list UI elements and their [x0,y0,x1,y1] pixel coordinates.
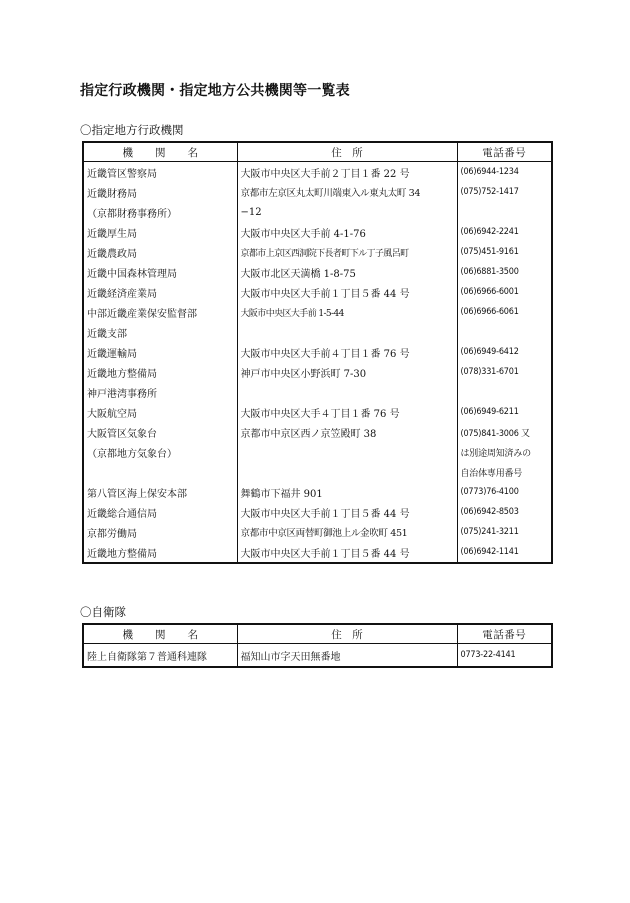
table-row [83,422,552,442]
section-heading-self-defense-forces: 〇自衛隊 [80,605,126,619]
agency-address: −12 [237,202,457,222]
agency-address: 京都市中京区西ノ京笠殿町 38 [237,422,457,442]
agency-address: 大阪市中央区大手前 4-1-76 [237,222,457,242]
table-row [83,542,552,563]
agency-address: 大阪市中央区大手前４丁目１番 76 号 [237,342,457,362]
table-row [83,402,552,422]
agency-address [237,322,457,342]
table-row [83,342,552,362]
agency-name: 近畿支部 [83,322,237,342]
column-header-address: 住 所 [237,624,457,644]
table-row [83,382,552,402]
table-row [83,162,552,183]
agency-phone: (078)331-6701 [457,362,552,382]
table-row [83,222,552,242]
agency-name: 近畿地方整備局 [83,362,237,382]
agency-phone [457,322,552,342]
column-header-name: 機関名 [83,624,237,644]
table-row [83,644,552,668]
table-row [83,462,552,482]
agency-phone: (075)752-1417 [457,182,552,202]
agency-phone: (06)6942-1141 [457,542,552,563]
agency-name: 第八管区海上保安本部 [83,482,237,502]
agency-name: 陸上自衛隊第７普通科連隊 [83,644,237,668]
page-title: 指定行政機関・指定地方公共機関等一覧表 [80,83,350,99]
agency-name: 近畿運輸局 [83,342,237,362]
table-header-row [83,142,552,162]
agency-name: 大阪航空局 [83,402,237,422]
agency-name: 近畿中国森林管理局 [83,262,237,282]
agency-name: 京都労働局 [83,522,237,542]
agency-address: 大阪市中央区大手前１丁目５番 44 号 [237,282,457,302]
table-row [83,182,552,202]
table-header-row [83,624,552,644]
agency-phone [457,382,552,402]
table-row [83,482,552,502]
agency-address: 舞鶴市下福井 901 [237,482,457,502]
agency-address [237,442,457,462]
agency-address: 大阪市中央区大手前１丁目５番 44 号 [237,502,457,522]
agency-phone: (06)6949-6211 [457,402,552,422]
column-header-phone: 電話番号 [457,142,552,162]
agency-phone: (06)6881-3500 [457,262,552,282]
table-row [83,522,552,542]
column-header-phone: 電話番号 [457,624,552,644]
agency-address [237,462,457,482]
agency-address: 京都市上京区西洞院下長者町下ル丁子風呂町 [237,242,457,262]
agency-name: 近畿財務局 [83,182,237,202]
agency-name: 大阪管区気象台 [83,422,237,442]
agency-address [237,382,457,402]
agency-phone: (075)241-3211 [457,522,552,542]
agency-phone: 自治体専用番号 [457,462,552,482]
column-header-address: 住 所 [237,142,457,162]
table-row [83,362,552,382]
table-row [83,302,552,322]
agency-address: 神戸市中央区小野浜町 7-30 [237,362,457,382]
agency-phone: (06)6949-6412 [457,342,552,362]
table-row [83,262,552,282]
agency-phone: (06)6944-1234 [457,162,552,183]
agency-name: 近畿農政局 [83,242,237,262]
agency-name: 神戸港湾事務所 [83,382,237,402]
table-row [83,202,552,222]
agency-address: 京都市中京区両替町御池上ル金吹町 451 [237,522,457,542]
agency-phone: (06)6966-6001 [457,282,552,302]
agency-phone [457,202,552,222]
agency-name [83,462,237,482]
table-row [83,442,552,462]
agency-name: 近畿厚生局 [83,222,237,242]
agency-name: （京都地方気象台） [83,442,237,462]
agency-phone: (075)841-3006 又 [457,422,552,442]
agency-address: 大阪市中央区大手前１丁目５番 44 号 [237,542,457,563]
agency-phone: (0773)76-4100 [457,482,552,502]
agency-name: 近畿管区警察局 [83,162,237,183]
agency-address: 大阪市中央区大手前 1-5-44 [237,302,457,322]
agency-name: 近畿地方整備局 [83,542,237,563]
section-heading-designated-agencies: 〇指定地方行政機関 [80,123,184,137]
agency-address: 京都市左京区丸太町川端東入ル東丸太町 34 [237,182,457,202]
self-defense-forces-table [82,623,553,668]
table-row [83,502,552,522]
table-row [83,282,552,302]
agency-phone: (075)451-9161 [457,242,552,262]
agency-address: 大阪市北区天満橋 1-8-75 [237,262,457,282]
agency-address: 大阪市中央区大手前２丁目１番 22 号 [237,162,457,183]
table-row [83,322,552,342]
agency-phone: は別途周知済みの [457,442,552,462]
agency-phone: (06)6942-8503 [457,502,552,522]
table-row [83,242,552,262]
agency-address: 大阪市中央区大手４丁目１番 76 号 [237,402,457,422]
agency-address: 福知山市字天田無番地 [237,644,457,668]
agency-phone: 0773-22-4141 [457,644,552,668]
designated-agencies-table [82,141,553,564]
agency-name: （京都財務事務所） [83,202,237,222]
agency-phone: (06)6942-2241 [457,222,552,242]
agency-name: 中部近畿産業保安監督部 [83,302,237,322]
agency-name: 近畿総合通信局 [83,502,237,522]
agency-name: 近畿経済産業局 [83,282,237,302]
column-header-name: 機関名 [83,142,237,162]
agency-phone: (06)6966-6061 [457,302,552,322]
